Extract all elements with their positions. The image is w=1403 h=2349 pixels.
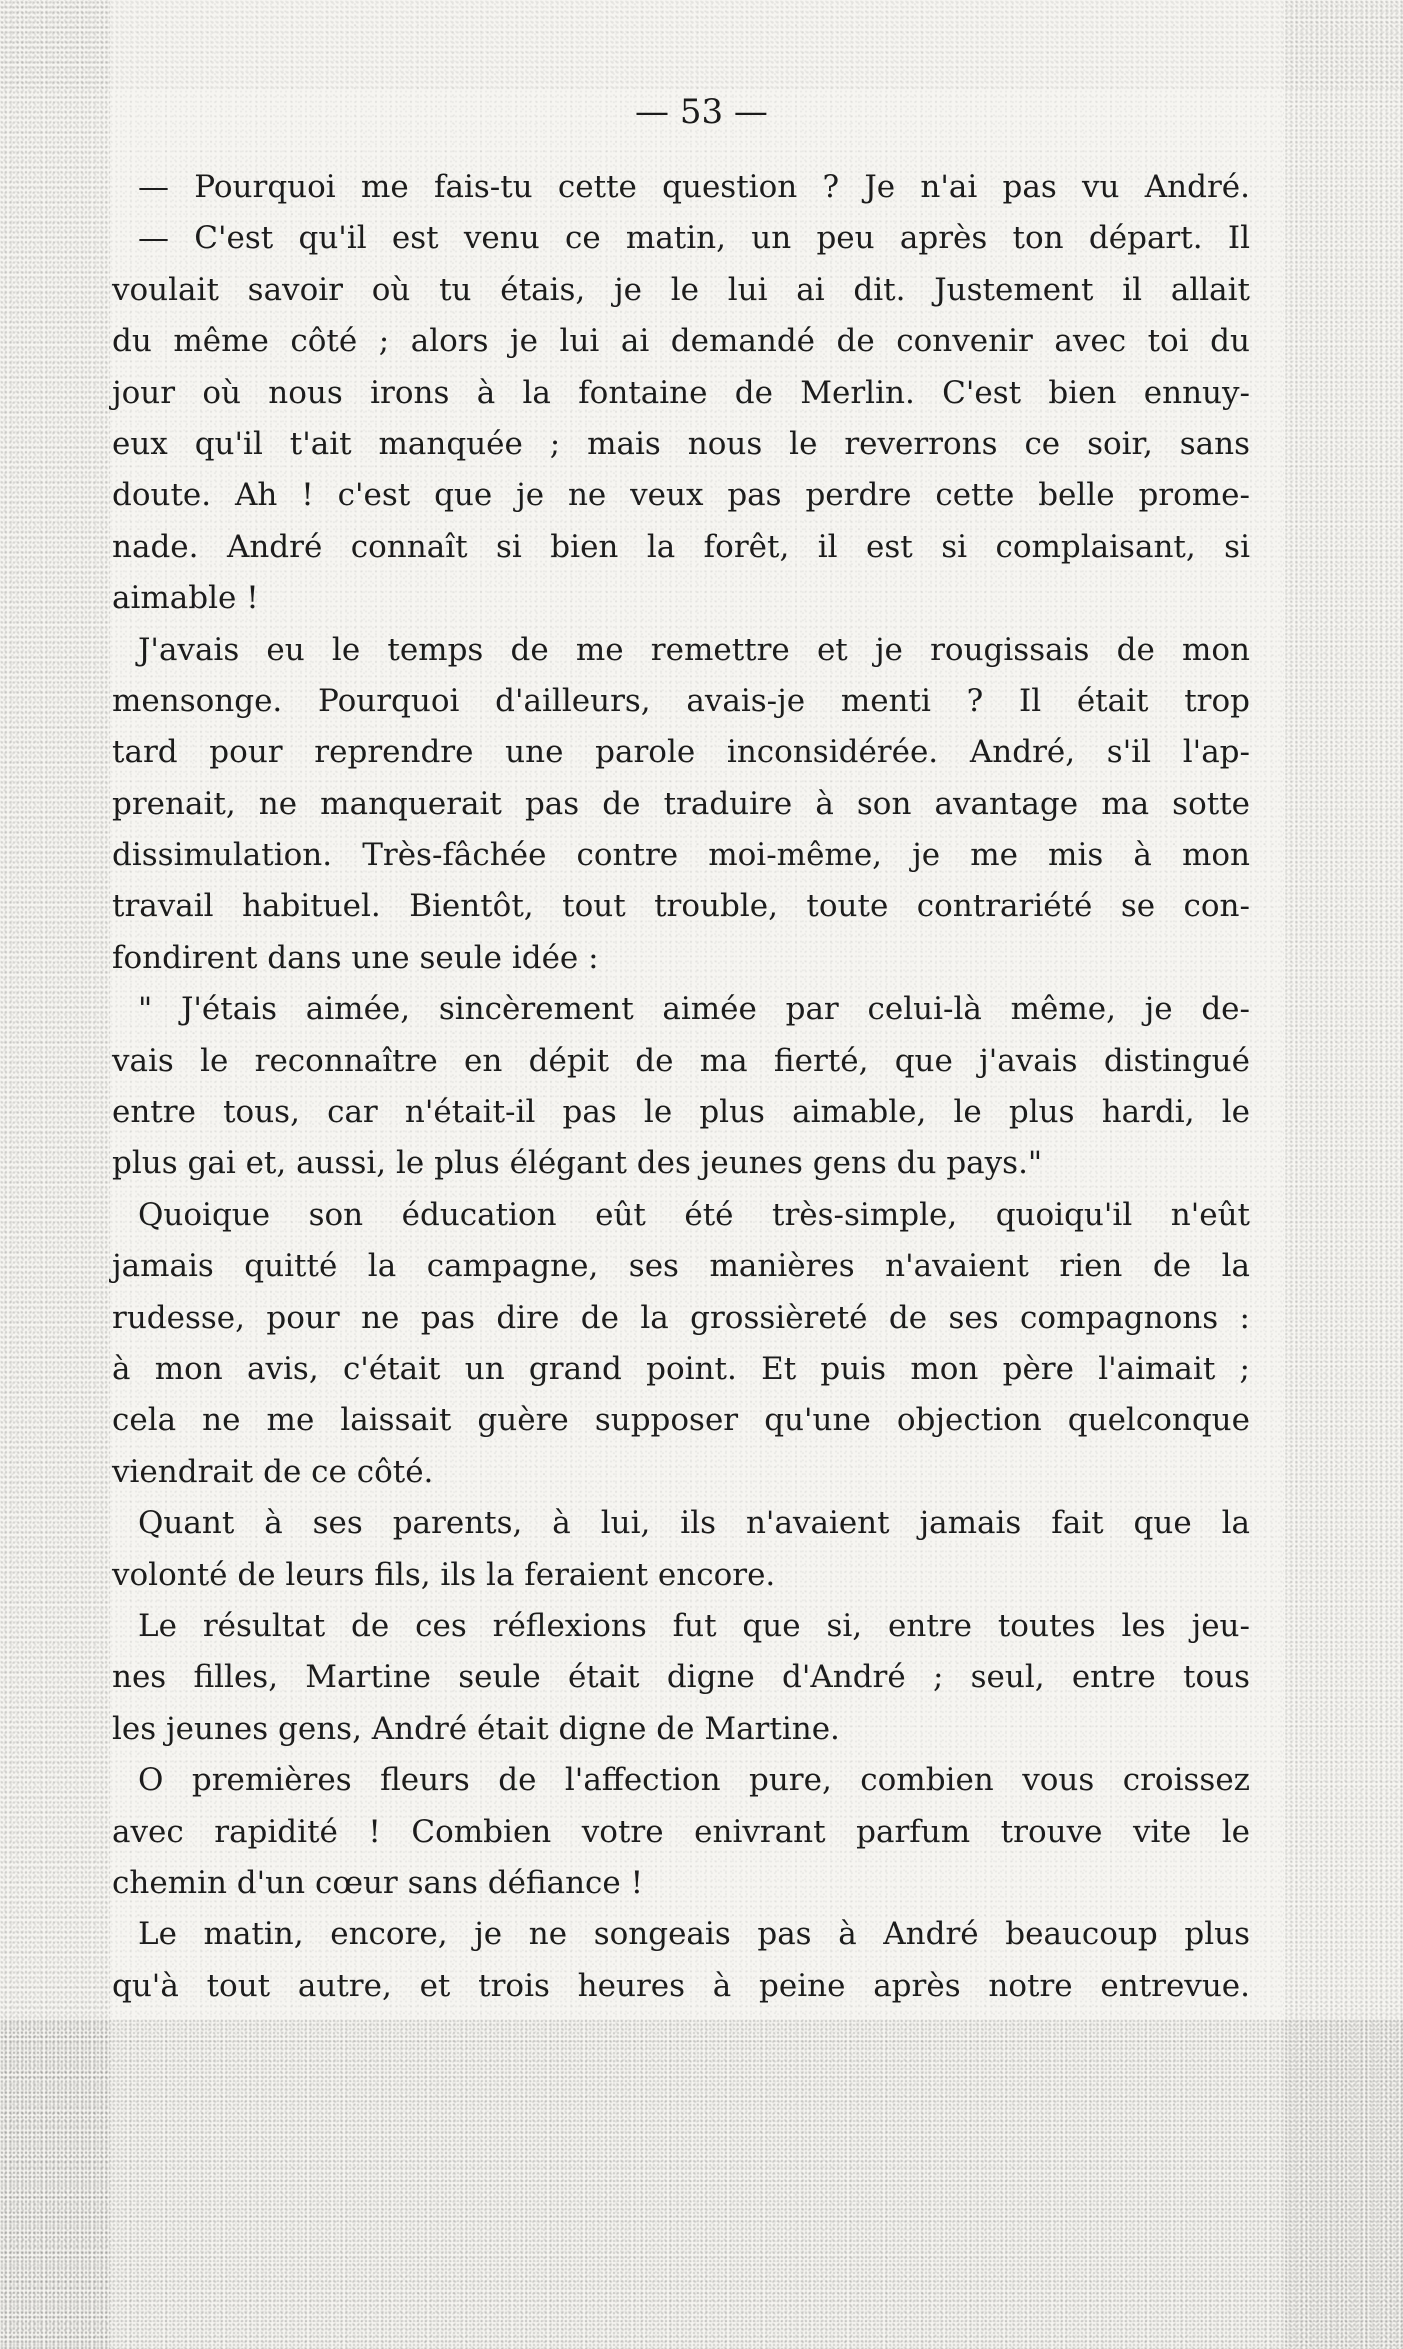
text-line: aimable ! <box>112 580 259 617</box>
text-line: les jeunes gens, André était digne de Martine. <box>112 1710 840 1747</box>
text-line: viendrait de ce côté. <box>112 1453 434 1490</box>
text-line: eux qu'il t'ait manquée ; mais nous le reverrons ce soir, sans <box>112 425 1250 462</box>
text-line: Le résultat de ces réflexions fut que si, entre toutes les jeu- <box>138 1607 1250 1644</box>
text-line: " J'étais aimée, sincèrement aimée par celui-là même, je de- <box>138 991 1250 1028</box>
text-line: Le matin, encore, je ne songeais pas à André beaucoup plus <box>138 1916 1250 1953</box>
text-line: mensonge. Pourquoi d'ailleurs, avais-je menti ? Il était trop <box>112 682 1250 719</box>
text-line: prenait, ne manquerait pas de traduire à son avantage ma sotte <box>112 785 1250 822</box>
text-line: à mon avis, c'était un grand point. Et puis mon père l'aimait ; <box>112 1350 1250 1387</box>
text-line: — C'est qu'il est venu ce matin, un peu après ton départ. Il <box>138 220 1250 257</box>
text-line: jamais quitté la campagne, ses manières n'avaient rien de la <box>112 1248 1250 1285</box>
text-line: travail habituel. Bientôt, tout trouble, toute contrariété se con- <box>112 888 1250 925</box>
text-line: plus gai et, aussi, le plus élégant des jeunes gens du pays." <box>112 1145 1043 1182</box>
text-line: qu'à tout autre, et trois heures à peine après notre entrevue. <box>112 1967 1250 2004</box>
text-line: nade. André connaît si bien la forêt, il est si complaisant, si <box>112 528 1250 565</box>
text-line: fondirent dans une seule idée : <box>112 939 599 976</box>
text-line: du même côté ; alors je lui ai demandé de convenir avec toi du <box>112 323 1250 360</box>
text-line: cela ne me laissait guère supposer qu'une objection quelconque <box>112 1402 1250 1439</box>
text-line: Quant à ses parents, à lui, ils n'avaient jamais fait que la <box>138 1505 1250 1542</box>
text-line: Quoique son éducation eût été très-simple, quoiqu'il n'eût <box>138 1196 1250 1233</box>
text-line: dissimulation. Très-fâchée contre moi-même, je me mis à mon <box>112 837 1250 874</box>
text-line: volonté de leurs fils, ils la feraient encore. <box>112 1556 776 1593</box>
text-line: O premières fleurs de l'affection pure, combien vous croissez <box>138 1762 1250 1799</box>
text-line: vais le reconnaître en dépit de ma fierté, que j'avais distingué <box>112 1042 1250 1079</box>
text-line: voulait savoir où tu étais, je le lui ai dit. Justement il allait <box>112 271 1250 308</box>
text-line: entre tous, car n'était-il pas le plus aimable, le plus hardi, le <box>112 1094 1250 1131</box>
body-text <box>112 162 1250 2012</box>
text-line: doute. Ah ! c'est que je ne veux pas perdre cette belle prome- <box>112 477 1250 514</box>
text-line: rudesse, pour ne pas dire de la grossièreté de ses compagnons : <box>112 1299 1250 1336</box>
text-line: tard pour reprendre une parole inconsidérée. André, s'il l'ap- <box>112 734 1250 771</box>
scan-noise-right <box>1283 0 1403 2349</box>
text-line: nes filles, Martine seule était digne d'André ; seul, entre tous <box>112 1659 1250 1696</box>
page-number: — 53 — <box>635 92 768 132</box>
scan-noise-top <box>0 0 1403 90</box>
scan-noise-bottom <box>0 2019 1403 2349</box>
text-line: J'avais eu le temps de me remettre et je rougissais de mon <box>138 631 1250 668</box>
text-line: jour où nous irons à la fontaine de Merlin. C'est bien ennuy- <box>112 374 1250 411</box>
text-line: chemin d'un cœur sans défiance ! <box>112 1864 644 1901</box>
scan-noise-left <box>0 0 110 2349</box>
text-line: avec rapidité ! Combien votre enivrant parfum trouve vite le <box>112 1813 1250 1850</box>
text-line: — Pourquoi me fais-tu cette question ? Je n'ai pas vu André. <box>138 169 1250 205</box>
